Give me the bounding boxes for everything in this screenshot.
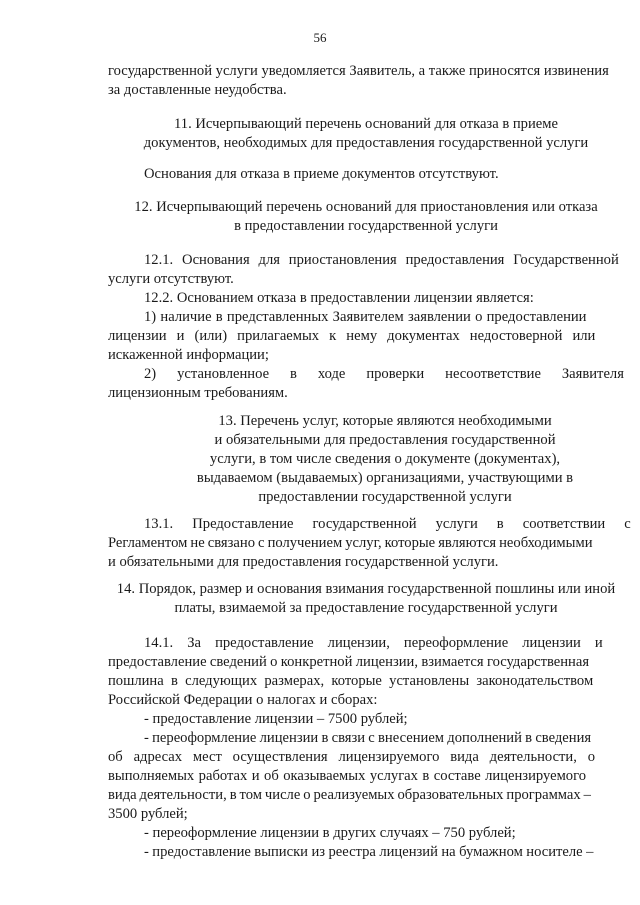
heading-line: 11. Исчерпывающий перечень оснований для отказа в приеме [174,116,558,132]
text-line-content: государственной услуги уведомляется Заявитель, а также приносятся извинения [108,63,609,79]
text-line: и обязательными для предоставления государственной услуги. [108,554,499,570]
word: 2) [144,366,157,382]
text-line: выполняемых работах и об оказываемых услугах в составе лицензируемого [108,768,587,784]
paragraph-12-1 [108,251,624,289]
section-11-heading [108,115,624,153]
text-line: 13.1. Предоставление государственной услуги в соответствии с [144,516,631,532]
text-line: Регламентом не связано с получением услуг, которые являются необходимыми [108,535,593,551]
text-line: пошлина в следующих размерах, которые установлены законодательством [108,673,594,689]
fee-item-1: - предоставление лицензии – 7500 рублей; [144,711,408,727]
word: ходе [317,366,346,382]
paragraph-14-1 [108,634,624,710]
heading-line: и обязательными для предоставления государственной [214,432,556,448]
text-line: лицензионным требованиям. [108,385,288,401]
intro-paragraph [108,62,624,100]
text-line: за доставленные неудобства. [108,82,287,98]
text-line: 14.1. За предоставление лицензии, переоформление лицензии и [144,635,603,651]
page-number: 56 [313,30,327,45]
text-line: лицензии и (или) прилагаемых к нему документах недостоверной или [108,328,596,344]
text-line: об адресах мест осуществления лицензируемого вида деятельности, о [108,749,596,765]
word: несоответствие [445,366,541,382]
paragraph-12-2: 12.2. Основанием отказа в предоставлении лицензии является: [144,290,534,306]
fee-item-3: - переоформление лицензии в других случаях – 750 рублей; [144,825,516,841]
text-line [108,365,624,384]
text-line: - предоставление выписки из реестра лицензий на бумажном носителе – [144,844,594,860]
fee-item-4 [108,843,624,862]
heading-line: платы, взимаемой за предоставление государственной услуги [174,600,558,616]
text-line: предоставление сведений о конкретной лицензии, взимается государственная [108,654,590,670]
paragraph-12-2-item-2 [108,365,624,403]
section-13-heading [150,412,620,507]
text-line: 12.1. Основания для приостановления предоставления Государственной [144,252,619,268]
word: проверки [366,366,425,382]
heading-line: выдаваемом (выдаваемых) организациями, участвующими в [196,470,574,486]
word: установленное [177,366,270,382]
paragraph-12-2-item-1 [108,308,624,365]
heading-line: предоставлении государственной услуги [258,489,512,505]
text-line: - переоформление лицензии в связи с внесением дополнений в сведения [144,730,592,746]
fee-item-2 [108,729,624,824]
section-12-heading [108,198,624,236]
paragraph-13-1 [108,515,631,572]
heading-line: 13. Перечень услуг, которые являются необходимыми [218,413,552,429]
word: в [290,366,297,382]
text-line: искаженной информации; [108,347,269,363]
section-14-heading [104,580,628,618]
heading-line: услуги, в том числе сведения о документе (документах), [209,451,561,467]
text-line: 3500 рублей; [108,806,188,822]
heading-line: в предоставлении государственной услуги [234,218,498,234]
heading-line: 12. Исчерпывающий перечень оснований для приостановления или отказа [134,199,598,215]
section-11-text: Основания для отказа в приеме документов отсутствуют. [144,166,499,182]
text-line: Российской Федерации о налогах и сборах: [108,692,378,708]
text-line: вида деятельности, в том числе о реализуемых образовательных программах – [108,787,591,803]
word: Заявителя [561,366,624,382]
heading-line: 14. Порядок, размер и основания взимания государственной пошлины или иной [116,581,616,597]
heading-line: документов, необходимых для предоставления государственной услуги [143,135,589,151]
text-line: 1) наличие в представленных Заявителем заявлении о предоставлении [144,309,587,325]
text-line [108,62,624,81]
text-line: услуги отсутствуют. [108,271,234,287]
